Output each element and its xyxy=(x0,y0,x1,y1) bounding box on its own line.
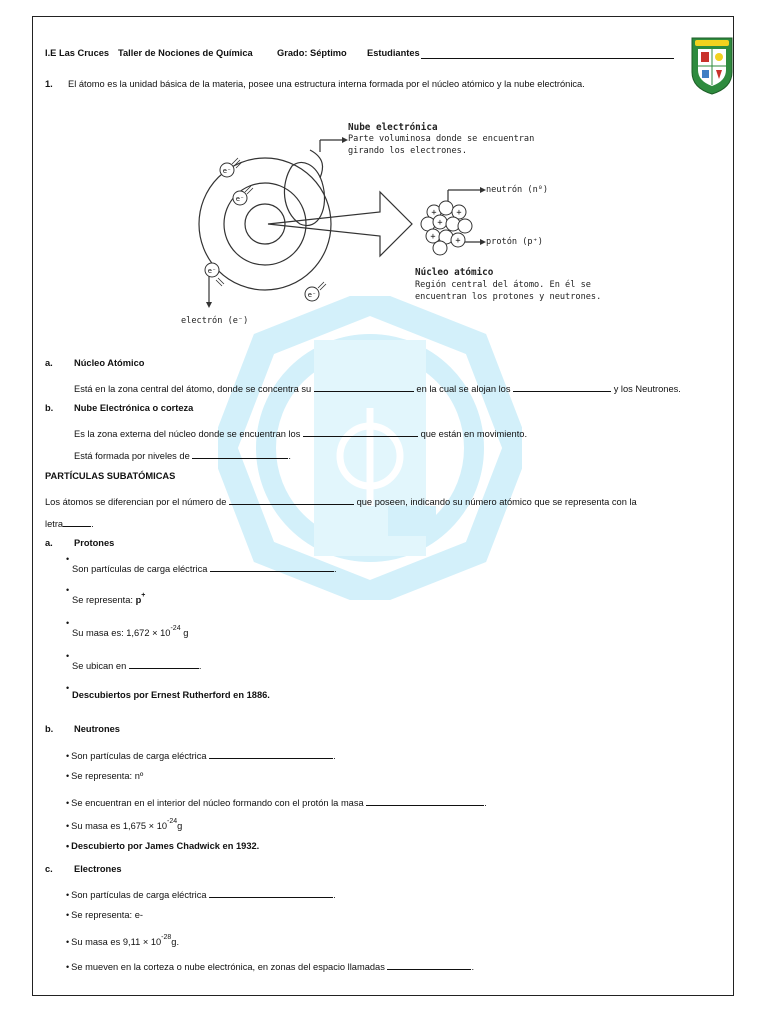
subatomic-paragraph: Los átomos se diferencian por el número de que poseen, indicando su número atómico que se representa con la xyxy=(45,494,723,507)
cloud-title: Nube electrónica xyxy=(348,122,438,133)
cloud-desc-1: Parte voluminosa donde se encuentran xyxy=(348,134,535,144)
neutron-label: neutrón (n⁰) xyxy=(486,185,549,195)
section-b-line2: Está formada por niveles de . xyxy=(74,448,291,461)
students-label: Estudiantes xyxy=(367,48,420,58)
protons-letter: a. xyxy=(45,538,53,548)
blank-field[interactable] xyxy=(63,516,91,527)
blank-field[interactable] xyxy=(513,381,611,392)
section-b-line1: Es la zona externa del núcleo donde se encuentran los que están en movimiento. xyxy=(74,426,527,439)
electrons-letter: c. xyxy=(45,864,53,874)
protons-item-2: Se representa: p+ xyxy=(72,592,146,605)
neutrons-letter: b. xyxy=(45,724,54,734)
blank-field[interactable] xyxy=(210,561,334,572)
bullet: • xyxy=(66,554,70,564)
protons-item-3: Su masa es: $1,672 \times 10^{-24}$ g xyxy=(72,625,189,638)
bullet: • xyxy=(66,683,70,693)
neutrons-item-4: • Su masa es $1,675 \times 10^{-24}g$ xyxy=(66,818,182,831)
neutrons-title: Neutrones xyxy=(74,724,120,734)
blank-field[interactable] xyxy=(387,959,471,970)
proton-label: protón (p⁺) xyxy=(486,237,543,247)
section-a-letter: a. xyxy=(45,358,53,368)
electron-symbol: e⁻ xyxy=(222,167,232,175)
plus-sign: + xyxy=(456,208,462,218)
section-a-line: Está en la zona central del átomo, donde se concentra su en la cual se alojan los y los Neutrones. xyxy=(74,381,681,394)
neutrons-item-1: • Son partículas de carga eléctrica . xyxy=(66,748,336,761)
protons-item-1: Son partículas de carga eléctrica . xyxy=(72,561,337,574)
electron-symbol: e⁻ xyxy=(235,195,245,203)
section-b-title: Nube Electrónica o corteza xyxy=(74,403,194,413)
intro-text: El átomo es la unidad básica de la materia, posee una estructura interna formada por el núcleo atómico y la nube electrónica. xyxy=(68,79,585,89)
electrons-item-1: • Son partículas de carga eléctrica . xyxy=(66,887,336,900)
nucleus-title: Núcleo atómico xyxy=(415,267,494,278)
subatomic-title: PARTÍCULAS SUBATÓMICAS xyxy=(45,471,176,481)
plus-sign: + xyxy=(437,218,443,228)
neutrons-item-2: • Se representa: nº xyxy=(66,771,143,781)
school-name: I.E Las Cruces xyxy=(45,48,110,58)
blank-field[interactable] xyxy=(314,381,414,392)
protons-title: Protones xyxy=(74,538,115,548)
neutrons-item-5: • Descubierto por James Chadwick en 1932. xyxy=(66,841,259,851)
cloud-desc-2: girando los electrones. xyxy=(348,146,467,156)
blank-field[interactable] xyxy=(303,426,418,437)
blank-field[interactable] xyxy=(192,448,288,459)
grade-label: Grado: Séptimo xyxy=(277,48,347,58)
electron-label: electrón (e⁻) xyxy=(181,316,249,326)
blank-field[interactable] xyxy=(209,887,333,898)
blank-field[interactable] xyxy=(366,795,484,806)
section-a-title: Núcleo Atómico xyxy=(74,358,145,368)
blank-field[interactable] xyxy=(229,494,354,505)
bullet: • xyxy=(66,651,70,661)
question-number: 1. xyxy=(45,79,53,89)
plus-sign: + xyxy=(455,236,461,246)
electron-symbol: e⁻ xyxy=(207,267,217,275)
neutrons-item-3: • Se encuentran en el interior del núcleo formando con el protón la masa . xyxy=(66,795,487,808)
protons-item-5: Descubiertos por Ernest Rutherford en 1886. xyxy=(72,690,270,700)
electrons-item-3: • Su masa es $9,11 \times 10^{-28}g$. xyxy=(66,934,179,947)
bullet: • xyxy=(66,585,70,595)
students-blank[interactable] xyxy=(421,58,674,59)
bullet: • xyxy=(66,618,70,628)
blank-field[interactable] xyxy=(129,658,199,669)
subatomic-paragraph-end: letra . xyxy=(45,516,94,529)
school-shield-logo xyxy=(689,34,735,96)
electron-symbol: e⁻ xyxy=(307,291,317,299)
plus-sign: + xyxy=(431,208,437,218)
blank-field[interactable] xyxy=(209,748,333,759)
section-b-letter: b. xyxy=(45,403,54,413)
electrons-item-2: • Se representa: e- xyxy=(66,910,143,920)
electrons-title: Electrones xyxy=(74,864,122,874)
protons-item-4: Se ubican en . xyxy=(72,658,201,671)
plus-sign: + xyxy=(430,232,436,242)
workshop-title: Taller de Nociones de Química xyxy=(118,48,253,58)
electrons-item-4: • Se mueven en la corteza o nube electrónica, en zonas del espacio llamadas . xyxy=(66,959,474,972)
nucleus-desc-1: Región central del átomo. En él se xyxy=(415,280,591,290)
nucleus-desc-2: encuentran los protones y neutrones. xyxy=(415,292,602,302)
